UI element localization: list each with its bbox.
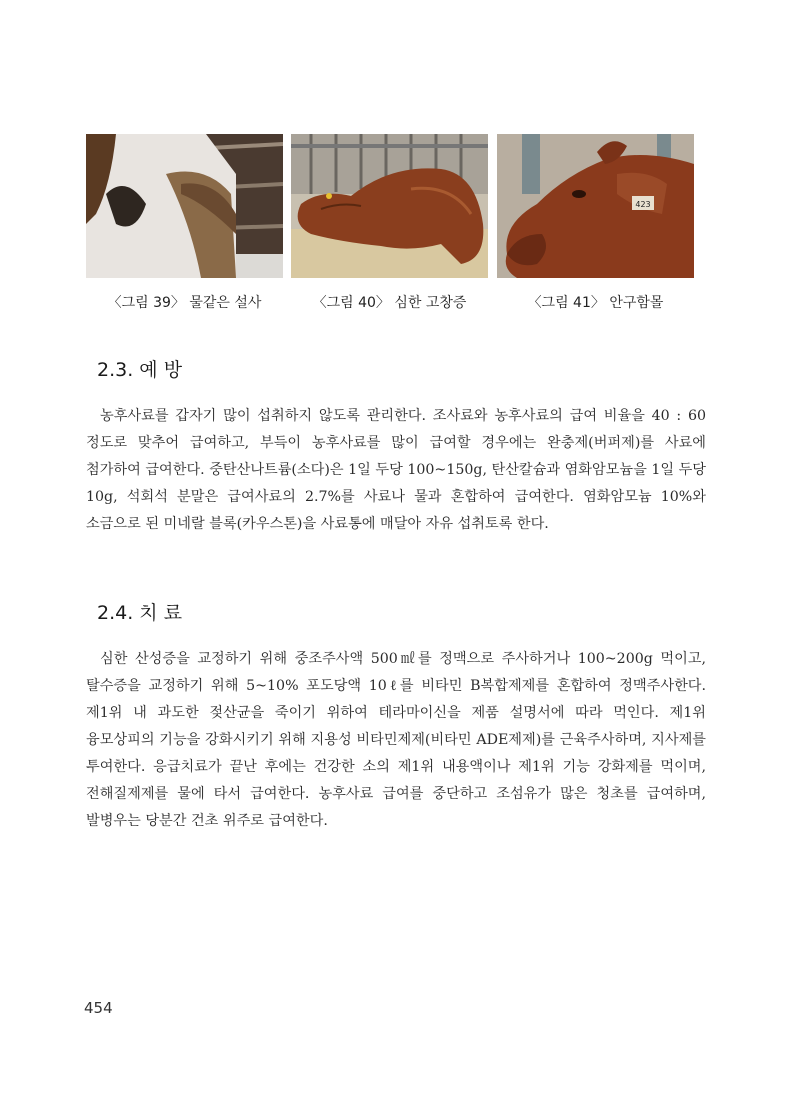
section-body-treatment: 심한 산성증을 교정하기 위해 중조주사액 500㎖를 정맥으로 주사하거나 100~200g 먹이고, 탈수증을 교정하기 위해 5~10% 포도당액 10ℓ를 비타민 B복합제제를 혼합하여 정맥주사한다. 제1위 내 과도한 젖산균을 죽이기 위하여 테라마이신을 제품 설명서에 따라 먹인다. 제1위 융모상피의 기능을 강화시키기 위해 지용성 비타민제제(비타민 ADE제제)를 근육주사하며, 지사제를 투여한다. 응급치료가 끝난 후에는 건강한 소의 제1위 내용액이나 제1위 기능 강화제를 먹이며, 전해질제제를 물에 타서 급여한다. 농후사료 급여를 중단하고 조섬유가 많은 청초를 급여하며, 발병우는 당분간 건초 위주로 급여한다. bbox=[86, 651, 706, 829]
figure-40-caption: 〈그림 40〉 심한 고창증 bbox=[312, 295, 467, 311]
figure-39 bbox=[86, 134, 283, 311]
section-heading-treatment: 2.4. 치 료 bbox=[97, 602, 183, 624]
figure-41-caption: 〈그림 41〉 안구함몰 bbox=[527, 295, 664, 311]
ear-tag-number: 423 bbox=[635, 200, 651, 209]
figure-41 bbox=[497, 134, 694, 311]
figure-40 bbox=[291, 134, 488, 311]
photo-sunken-eyes bbox=[497, 134, 694, 278]
figure-row bbox=[86, 134, 696, 314]
section-heading-prevention: 2.3. 예 방 bbox=[97, 359, 183, 381]
page-number: 454 bbox=[84, 999, 113, 1017]
photo-severe-bloat bbox=[291, 134, 488, 278]
section-body-prevention: 농후사료를 갑자기 많이 섭취하지 않도록 관리한다. 조사료와 농후사료의 급여 비율을 40 : 60 정도로 맞추어 급여하고, 부득이 농후사료를 많이 급여할 경우에는 완충제(버퍼제)를 사료에 첨가하여 급여한다. 중탄산나트륨(소다)은 1일 두당 100~150g, 탄산칼슘과 염화암모늄을 1일 두당 10g, 석회석 분말은 급여사료의 2.7%를 사료나 물과 혼합하여 급여한다. 염화암모늄 10%와 소금으로 된 미네랄 블록(카우스톤)을 사료통에 매달아 자유 섭취토록 한다. bbox=[86, 408, 706, 532]
figure-39-caption: 〈그림 39〉 물같은 설사 bbox=[107, 295, 262, 311]
photo-watery-diarrhea bbox=[86, 134, 283, 278]
